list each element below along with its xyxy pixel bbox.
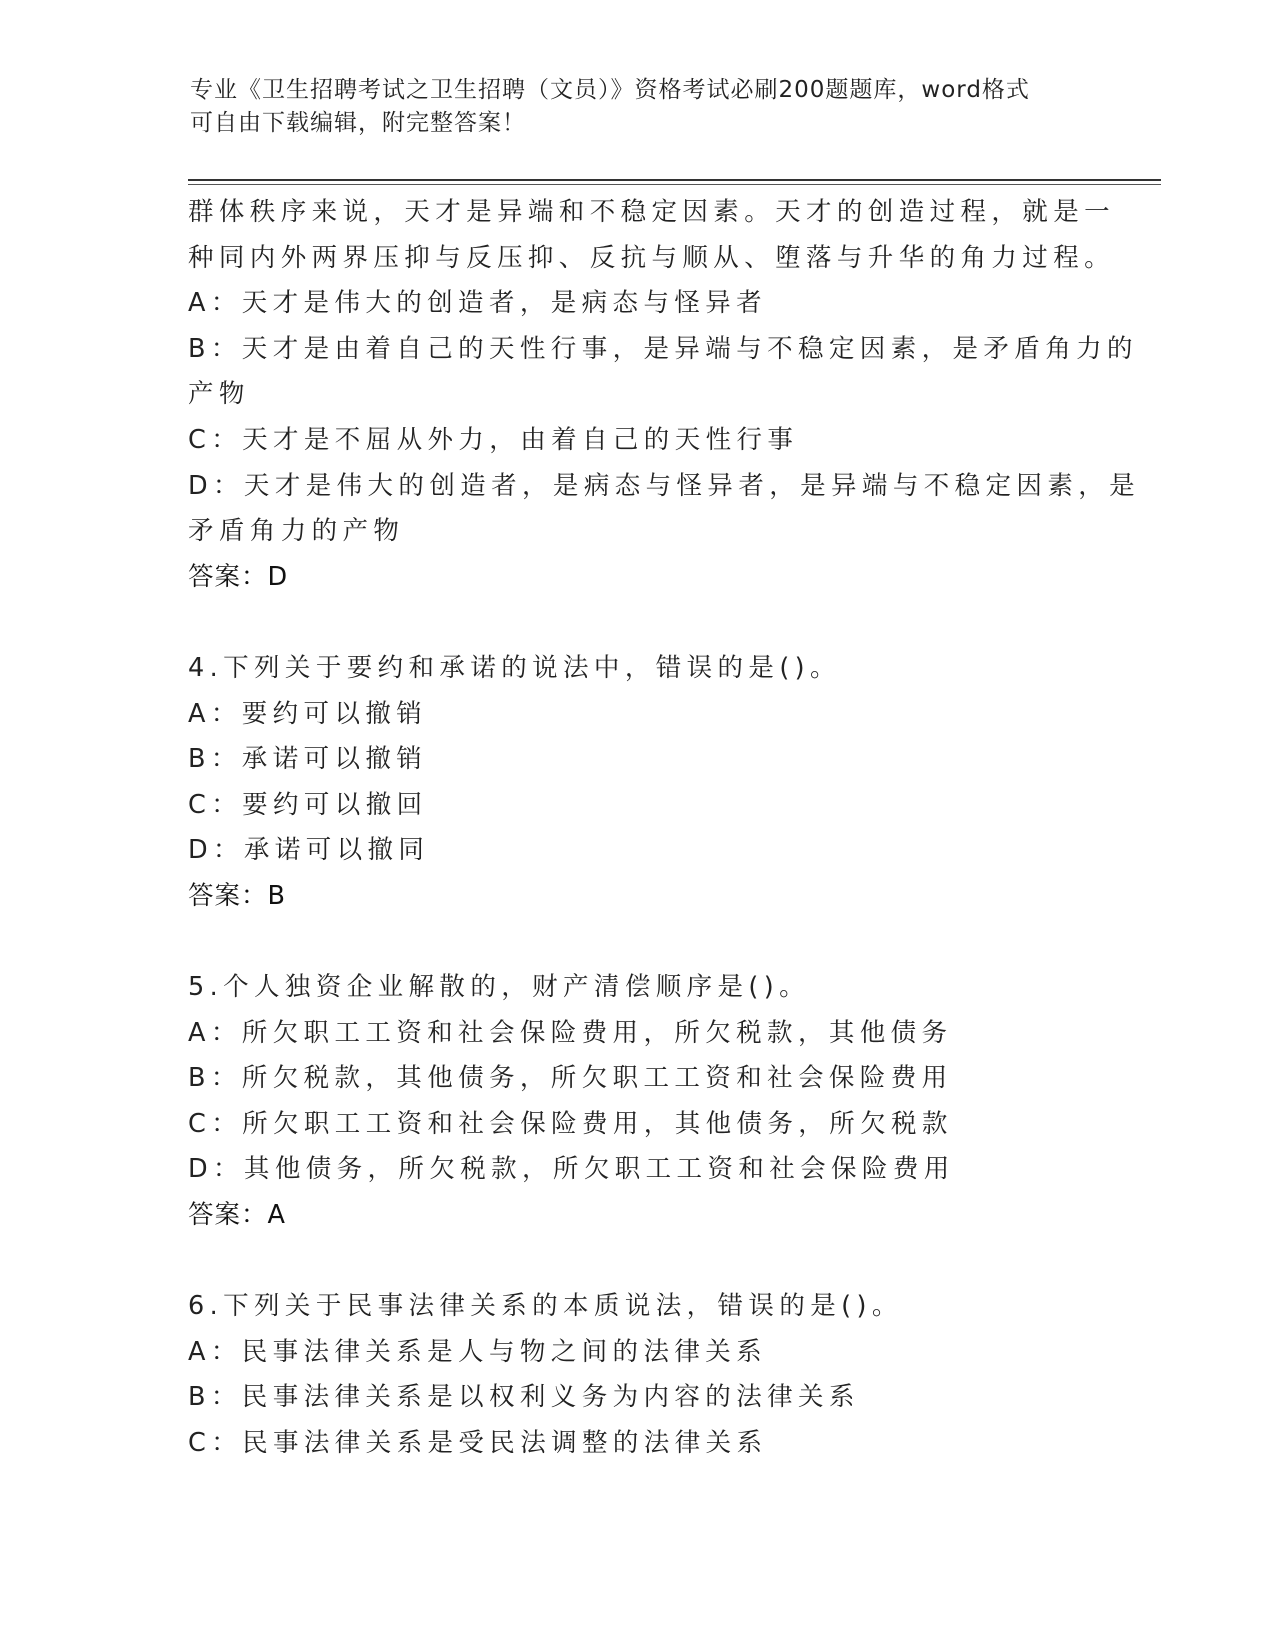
option-c: C：民事法律关系是受民法调整的法律关系 bbox=[188, 1428, 768, 1459]
question-4 bbox=[188, 646, 1088, 920]
option-a: A：所欠职工工资和社会保险费用，所欠税款，其他债务 bbox=[188, 1017, 953, 1048]
header-divider-thick bbox=[188, 179, 1161, 181]
option-b-continued: 产物 bbox=[188, 379, 250, 410]
option-b: B：民事法律关系是以权利义务为内容的法律关系 bbox=[188, 1382, 860, 1413]
answer-label: 答案：A bbox=[188, 1200, 286, 1231]
option-d: D：承诺可以撤同 bbox=[188, 835, 430, 866]
header-divider-thin bbox=[188, 184, 1161, 185]
option-b: B：所欠税款，其他债务，所欠职工工资和社会保险费用 bbox=[188, 1063, 953, 1094]
question-stem: 6.下列关于民事法律关系的本质说法，错误的是()。 bbox=[188, 1291, 903, 1322]
option-c: C：所欠职工工资和社会保险费用，其他债务，所欠税款 bbox=[188, 1108, 953, 1139]
page-header bbox=[190, 74, 1090, 140]
header-title-line-2: 可自由下载编辑，附完整答案！ bbox=[190, 110, 526, 136]
question-stem: 5.个人独资企业解散的，财产清偿顺序是()。 bbox=[188, 972, 811, 1003]
option-c: C：要约可以撤回 bbox=[188, 789, 428, 820]
answer-label: 答案：D bbox=[188, 561, 289, 592]
option-a: A：天才是伟大的创造者，是病态与怪异者 bbox=[188, 288, 768, 319]
option-b: B：承诺可以撤销 bbox=[188, 744, 428, 775]
question-text-line: 群体秩序来说，天才是异端和不稳定因素。天才的创造过程，就是一 bbox=[188, 197, 1116, 227]
spacer bbox=[188, 600, 1088, 646]
spacer bbox=[188, 1239, 1088, 1285]
question-content bbox=[188, 190, 1141, 1467]
option-a: A：民事法律关系是人与物之间的法律关系 bbox=[188, 1336, 768, 1367]
question-stem: 4.下列关于要约和承诺的说法中，错误的是()。 bbox=[188, 652, 841, 683]
answer-label: 答案：B bbox=[188, 880, 286, 911]
spacer bbox=[188, 920, 1088, 966]
question-5 bbox=[188, 965, 1088, 1239]
option-d: D：其他债务，所欠税款，所欠职工工资和社会保险费用 bbox=[188, 1154, 955, 1185]
header-title-line-1: 专业《卫生招聘考试之卫生招聘（文员）》资格考试必刷200题题库，word格式 bbox=[190, 77, 1030, 103]
question-text-line: 种同内外两界压抑与反压抑、反抗与顺从、堕落与升华的角力过程。 bbox=[188, 242, 1116, 273]
option-a: A：要约可以撤销 bbox=[188, 698, 428, 729]
option-b: B：天才是由着自己的天性行事，是异端与不稳定因素，是矛盾角力的 bbox=[188, 333, 1138, 364]
option-c: C：天才是不屈从外力，由着自己的天性行事 bbox=[188, 424, 799, 455]
question-3-continued bbox=[188, 190, 1141, 600]
question-6 bbox=[188, 1284, 1088, 1466]
option-d: D：天才是伟大的创造者，是病态与怪异者，是异端与不稳定因素，是 bbox=[188, 470, 1141, 501]
option-d-continued: 矛盾角力的产物 bbox=[188, 516, 405, 547]
